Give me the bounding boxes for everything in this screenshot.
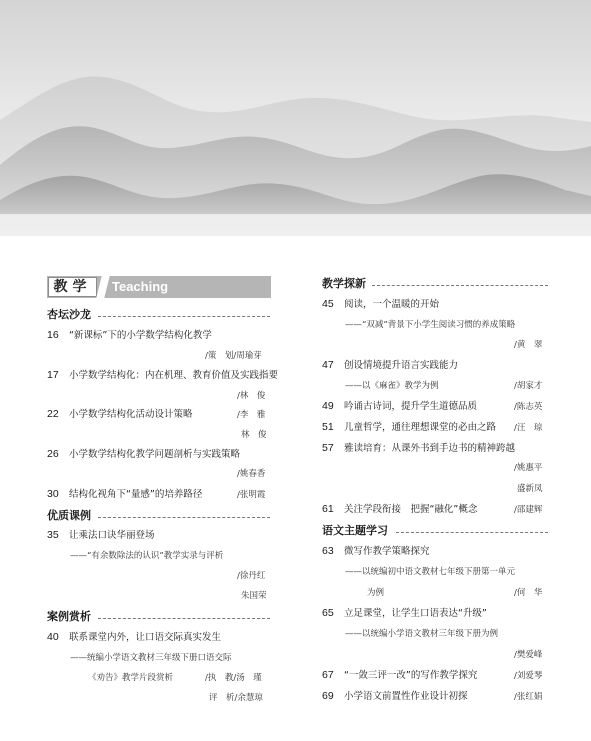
- toc-subtitle: ——以统编初中语文教材七年级下册第一单元: [345, 567, 516, 577]
- toc-author: /姚惠平: [514, 463, 543, 473]
- toc-entry[interactable]: 22 小学数学结构化活动设计策略: [47, 408, 193, 420]
- toc-entry[interactable]: 49 吟诵古诗词，提升学生道德品质: [322, 400, 478, 412]
- toc-entry[interactable]: 16 “新课标”下的小学数学结构化教学: [47, 329, 212, 341]
- section-divider: [98, 316, 270, 317]
- toc-entry[interactable]: 40 联系课堂内外，让口语交际真实发生: [47, 631, 222, 643]
- toc-subtitle: ——以《麻雀》教学为例: [345, 381, 439, 391]
- section-divider: [372, 285, 548, 286]
- toc-author: /张明霞: [237, 490, 266, 500]
- toc-author: /胡家才: [514, 381, 543, 391]
- toc-author: /徐丹红: [237, 571, 266, 581]
- section-youzhi: 优质课例: [47, 509, 91, 522]
- toc-author: /姚春香: [237, 469, 266, 479]
- toc-author: /黄 翠: [514, 340, 543, 350]
- toc-subtitle: ——“双减”背景下小学生阅读习惯的养成策略: [345, 320, 516, 330]
- toc-subtitle: ——统编小学语文教材三年级下册口语交际: [70, 653, 232, 663]
- toc-author: /何 华: [514, 588, 543, 598]
- header-title-zh: 教学: [48, 277, 97, 297]
- toc-subtitle: 《劝告》教学片段赏析: [88, 673, 174, 683]
- section-divider: [98, 618, 270, 619]
- toc-author: /张红娟: [514, 692, 543, 702]
- toc-entry[interactable]: 65 立足课堂，让学生口语表达“升级”: [322, 607, 487, 619]
- toc-entry[interactable]: 26 小学数学结构化教学问题剖析与实践策略: [47, 448, 241, 460]
- mountain-banner: [0, 0, 591, 236]
- section-anli: 案例赏析: [47, 610, 91, 623]
- toc-author: /汪 琼: [514, 423, 543, 433]
- toc-entry[interactable]: 45 阅读，一个温暖的开始: [322, 298, 440, 310]
- toc-author: /策 划/周瑜芽: [205, 351, 262, 361]
- toc-author: /李 雅: [237, 410, 266, 420]
- toc-entry[interactable]: 35 让乘法口诀华丽登场: [47, 529, 155, 541]
- toc-author: /樊爱峰: [514, 650, 543, 660]
- toc-entry[interactable]: 63 微写作教学策略探究: [322, 545, 430, 557]
- toc-entry[interactable]: 61 关注学段衔接 把握“融化”概念: [322, 503, 478, 515]
- toc-subtitle: ——“有余数除法的认识”教学实录与评析: [70, 551, 224, 561]
- toc-author: 朱国荣: [241, 591, 267, 601]
- toc-author: 评 析/余慧琼: [209, 693, 263, 703]
- header-title-en: Teaching: [112, 279, 169, 294]
- toc-entry[interactable]: 67 “一敛三评一改”的写作教学探究: [322, 669, 478, 681]
- toc-author: /执 教/汤 瑾: [205, 673, 262, 683]
- toc-author: /陈志英: [514, 402, 543, 412]
- toc-author: 林 俊: [241, 430, 267, 440]
- section-divider: [98, 517, 270, 518]
- toc-author: 盛新凤: [517, 484, 543, 494]
- section-yuwen: 语文主题学习: [322, 524, 388, 537]
- toc-entry[interactable]: 30 结构化视角下“量感”的培养路径: [47, 488, 203, 500]
- toc-entry[interactable]: 69 小学语文前置性作业设计初探: [322, 690, 468, 702]
- toc-author: /刘爱琴: [514, 671, 543, 681]
- toc-subtitle: ——以统编小学语文教材三年级下册为例: [345, 629, 499, 639]
- toc-entry[interactable]: 17 小学数学结构化：内在机理、教育价值及实践指要: [47, 369, 279, 381]
- toc-author: /邵建辉: [514, 505, 543, 515]
- toc-entry[interactable]: 51 儿童哲学，通往理想课堂的必由之路: [322, 421, 497, 433]
- section-divider: [396, 532, 548, 533]
- toc-subtitle: 为例: [367, 588, 385, 598]
- toc-author: /林 俊: [237, 391, 266, 401]
- section-xingtan: 杏坛沙龙: [47, 308, 91, 321]
- section-tanxin: 教学探新: [322, 277, 366, 290]
- toc-entry[interactable]: 57 雅读培育：从课外书到手边书的精神跨越: [322, 442, 516, 454]
- toc-entry[interactable]: 47 创设情境提升语言实践能力: [322, 359, 459, 371]
